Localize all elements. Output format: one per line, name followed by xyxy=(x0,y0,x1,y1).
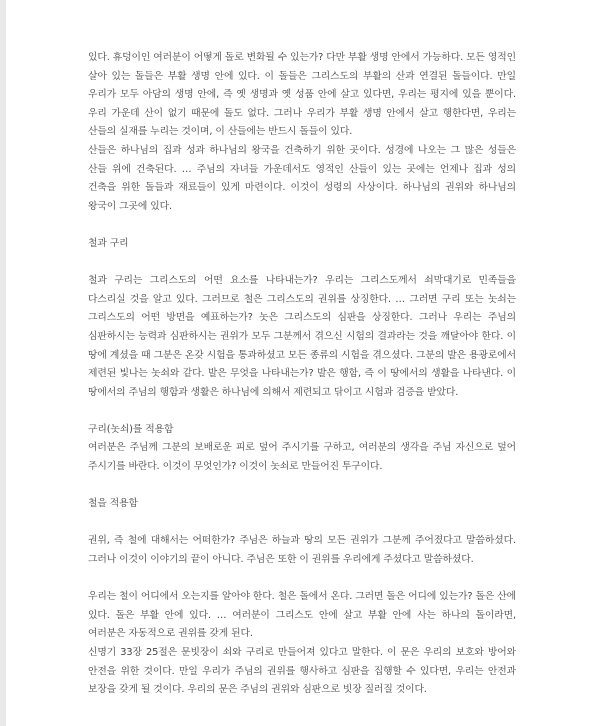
paragraph-gap xyxy=(88,216,516,235)
document-page xyxy=(88,49,516,700)
paragraph-apply-copper: 여러분은 주님께 그분의 보배로운 피로 덮어 주시기를 구하고, 여러분의 생각을 주님 자신으로 덮어 주시기를 바란다. 이것이 무엇인가? 이것이 놋쇠로 만들어진 투구이다. xyxy=(88,442,516,473)
section-heading-iron-copper: 철과 구리 xyxy=(88,237,129,249)
paragraph-authority: 권위, 즉 철에 대해서는 어떠한가? 주님은 하늘과 땅의 모든 권위가 그분께 주어졌다고 말씀하셨다. 그러나 이것이 이야기의 끝이 아니다. 주님은 또한 이 권위를 우리에게 주셨다고 말씀하셨다. xyxy=(88,535,516,566)
page-edge xyxy=(0,0,6,726)
paragraph-deuteronomy: 신명기 33장 25절은 문빗장이 쇠와 구리로 만들어져 있다고 말한다. 이 문은 우리의 보호와 방어와 안전을 위한 것이다. 만일 우리가 주님의 권위를 행사하고 심판을 집행할 수 있다면, 우리는 안전과 보장을 갖게 될 것이다. 우리의 문은 주님의 권위와 심판으로 빗장 질러질 것이다. xyxy=(88,647,516,696)
paragraph-gap xyxy=(88,477,516,496)
section-heading-apply-iron: 철을 적용함 xyxy=(88,498,138,510)
paragraph-mountains: 산들은 하나님의 집과 성과 하나님의 왕국을 건축하기 위한 곳이다. 성경에 나오는 그 많은 성들은 산들 위에 건축된다. … 주님의 자녀들 가운데서도 영적인 산들이 있는 곳에는 언제나 집과 성의 건축을 위한 돌들과 재료들이 있게 마련이다. 이것이 성령의 사상이다. 하나님의 권위와 하나님의 왕국이 그곳에 있다. xyxy=(88,144,516,212)
paragraph-gap xyxy=(88,514,516,533)
paragraph-gap xyxy=(88,402,516,421)
paragraph-gap xyxy=(88,254,516,273)
paragraph-iron-source: 우리는 철이 어디에서 오는지를 알아야 한다. 철은 돌에서 온다. 그러면 돌은 어디에 있는가? 돌은 산에 있다. 돌은 부활 안에 있다. … 여러분이 그리스도 안에 살고 부활 안에 사는 하나의 돌이라면, 여러분은 자동적으로 권위를 갖게 된다. xyxy=(88,591,516,640)
paragraph-continuation: 있다. 휴덩이인 여러분이 어떻게 돌로 변화될 수 있는가? 다만 부활 생명 안에서 가능하다. 모든 영적인 살아 있는 돌들은 부활 생명 안에 있다. 이 돌들은 그리스도의 부활의 산과 연결된 돌들이다. 만일 우리가 모두 아담의 생명 안에, 즉 옛 생명과 옛 성품 안에 살고 있다면, 우리는 평지에 있을 뿐이다. 우리 가운데 산이 없기 때문에 돌도 없다. 그러나 우리가 부활 생명 안에서 살고 행한다면, 우리는 산들의 실재를 누리는 것이며, 이 산들에는 반드시 돌들이 있다. xyxy=(88,52,516,138)
paragraph-iron-copper: 철과 구리는 그리스도의 어떤 요소를 나타내는가? 우리는 그리스도께서 쇠막대기로 민족들을 다스리실 것을 알고 있다. 그러므로 철은 그리스도의 권위를 상징한다. … 그러면 구리 또는 놋쇠는 그리스도의 어떤 방면을 예표하는가? 놋은 그리스도의 심판을 상징한다. 그러나 우리는 주님의 심판하시는 능력과 심판하시는 권위가 모두 그분께서 겪으신 시험의 결과라는 것을 깨달아야 한다. 이 땅에 계셨을 때 그분은 온갖 시험을 통과하셨고 모든 종류의 시험을 겪으셨다. 그분의 발은 용광로에서 제련된 빛나는 놋쇠와 같다. 발은 무엇을 나타내는가? 발은 행함, 즉 이 땅에서의 생활을 나타낸다. 이 땅에서의 주님의 행함과 생활은 하나님에 의해서 제련되고 닦이고 시험과 검증을 받았다. xyxy=(88,275,516,398)
paragraph-gap xyxy=(88,570,516,589)
section-heading-apply-copper: 구리(놋쇠)를 적용함 xyxy=(88,423,174,435)
